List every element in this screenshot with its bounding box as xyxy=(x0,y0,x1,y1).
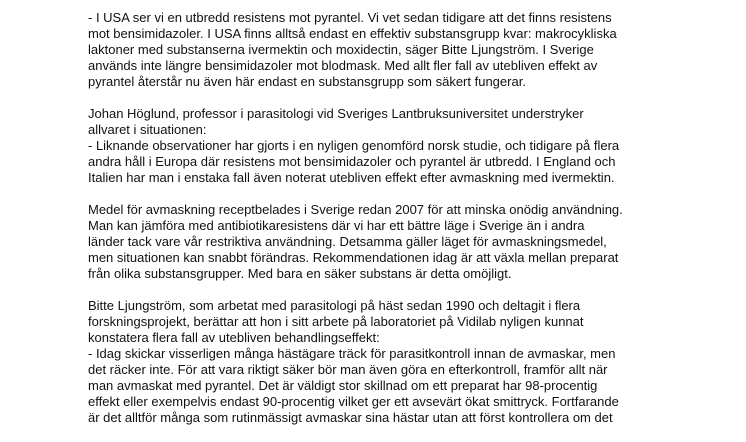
text-line: allvaret i situationen: xyxy=(88,122,207,137)
text-line: - Liknande observationer har gjorts i en nyligen genomförd norsk studie, och tidigare på flera xyxy=(88,138,620,153)
text-line: länder tack vare vår restriktiva användning. Detsamma gäller läget för avmaskningsmedel, xyxy=(88,234,607,249)
document-page xyxy=(88,10,688,442)
text-line: Medel för avmaskning receptbelades i Sverige redan 2007 för att minska onödig användning. xyxy=(88,202,623,217)
paragraph-ljungstrom-vidilab xyxy=(88,298,688,426)
text-line: Italien har man i enstaka fall även noterat utebliven effekt efter avmaskning med ivermektin. xyxy=(88,170,615,185)
text-line: men situationen kan snabbt förändras. Rekommendationen idag är att växla mellan preparat xyxy=(88,250,619,265)
text-line: Man kan jämföra med antibiotikaresistens där vi har ett bättre läge i Sverige än i andra xyxy=(88,218,585,233)
text-line: - Idag skickar visserligen många hästägare träck för parasitkontroll innan de avmaskar, men xyxy=(88,346,616,361)
text-line: det räcker inte. För att vara riktigt säker bör man även göra en efterkontroll, framför allt när xyxy=(88,362,608,377)
text-line: - I USA ser vi en utbredd resistens mot pyrantel. Vi vet sedan tidigare att det finns resistens xyxy=(88,10,612,25)
text-line: är det alltför många som rutinmässigt avmaskar sina hästar utan att först kontrollera om det xyxy=(88,410,613,425)
paragraph-prescription xyxy=(88,202,688,282)
paragraph-usa-resistance xyxy=(88,10,688,90)
text-line: Johan Höglund, professor i parasitologi vid Sveriges Lantbruksuniversitet understryker xyxy=(88,106,584,121)
text-line: konstatera flera fall av utebliven behandlingseffekt: xyxy=(88,330,380,345)
paragraph-hoglund-quote xyxy=(88,106,688,186)
text-line: laktoner med substanserna ivermektin och moxidectin, säger Bitte Ljungström. I Sverige xyxy=(88,42,594,57)
text-line: effekt eller exempelvis endast 90-procentig vilket ger ett avsevärt ökat smittryck. Fortfarande xyxy=(88,394,619,409)
text-line: mot bensimidazoler. I USA finns alltså endast en effektiv substansgrupp kvar: makrocykliska xyxy=(88,26,617,41)
text-line: forskningsprojekt, berättar att hon i sitt arbete på laboratoriet på Vidilab nyligen kunnat xyxy=(88,314,584,329)
text-line: Bitte Ljungström, som arbetat med parasitologi på häst sedan 1990 och deltagit i flera xyxy=(88,298,581,313)
text-line: man avmaskat med pyrantel. Det är väldigt stor skillnad om ett preparat har 98-procentig xyxy=(88,378,598,393)
text-line: från olika substansgrupper. Med bara en säker substans är detta omöjligt. xyxy=(88,266,512,281)
text-line: pyrantel återstår nu även här endast en substansgrupp som säkert fungerar. xyxy=(88,74,526,89)
text-line: används inte längre bensimidazoler mot blodmask. Med allt fler fall av utebliven effekt av xyxy=(88,58,598,73)
text-line: andra håll i Europa där resistens mot bensimidazoler och pyrantel är utbredd. I England och xyxy=(88,154,616,169)
